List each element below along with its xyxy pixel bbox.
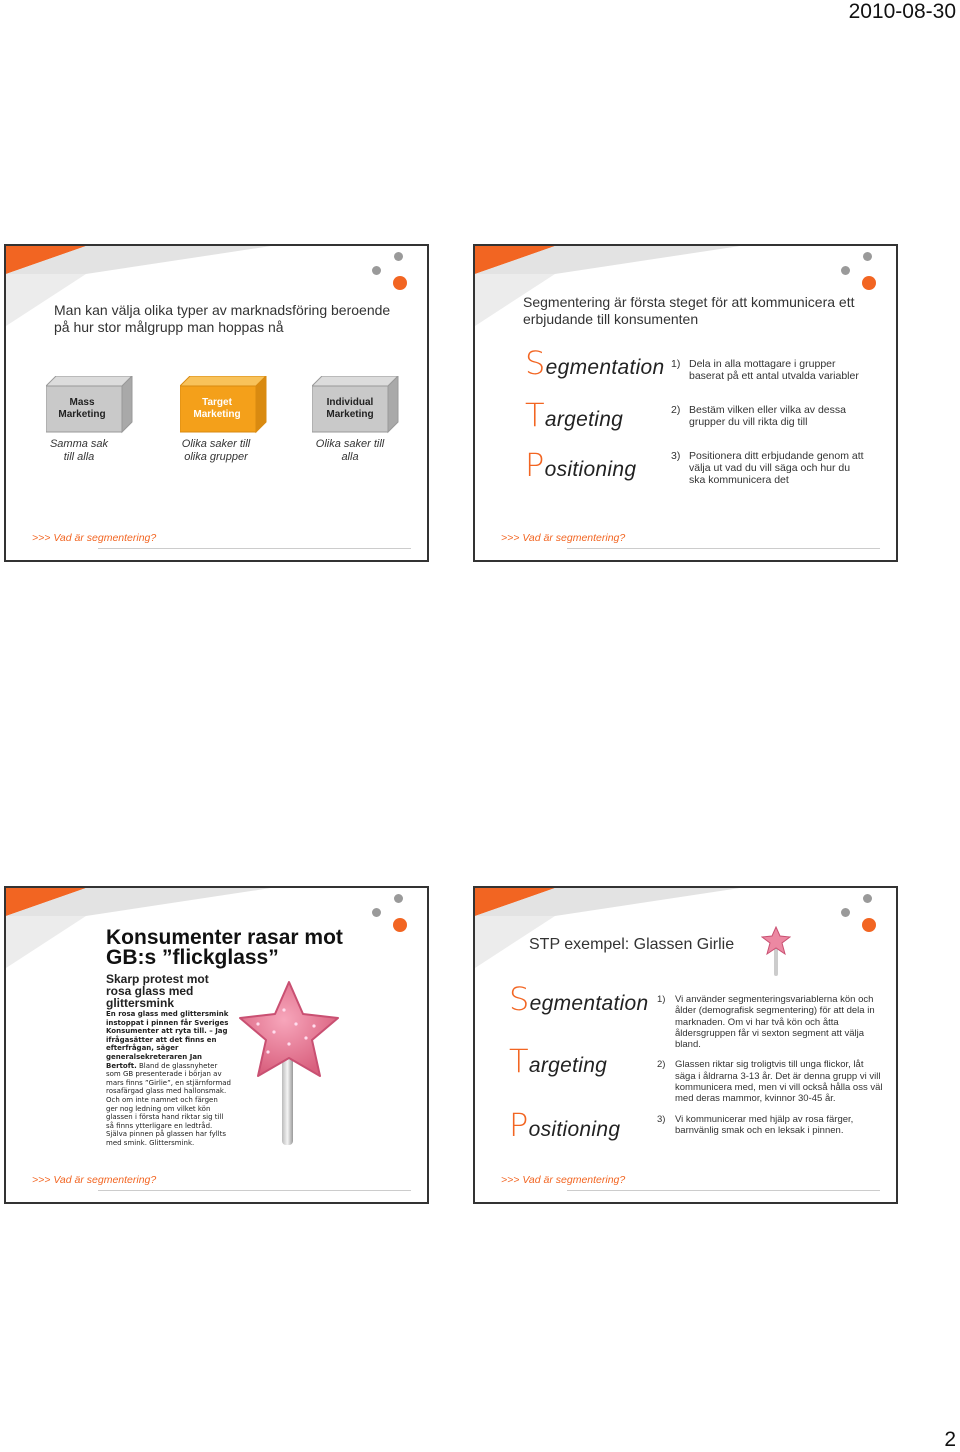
step-item: 2) Glassen riktar sig troligtvis till unga flickor, låt säga i åldrarna 3-13 år. Det är denna grupp vi vill kommunicera med, men vi vill också hålla oss väl med deras mammor, kvinnor 30-45 år.	[657, 1059, 883, 1105]
girlie-ice-cream-image	[234, 980, 344, 1150]
slide-title: Man kan välja olika typer av marknadsföring beroende på hur stor målgrupp man hoppas nå	[54, 302, 391, 335]
decor-dot	[841, 908, 850, 917]
footer-link[interactable]: >>> Vad är segmentering?	[501, 532, 626, 544]
cube-caption: Olika saker till alla	[315, 438, 385, 463]
stp-segmentation: Segmentation	[525, 344, 665, 382]
cube-label: Target Marketing	[193, 397, 241, 420]
stp-steps	[657, 994, 883, 1148]
decor-dot	[863, 252, 872, 261]
news-body	[106, 1010, 231, 1148]
slide-title: STP exempel: Glassen Girlie	[529, 936, 735, 953]
stp-steps	[671, 358, 867, 498]
footer-divider	[98, 548, 411, 549]
stp-positioning: Positioning	[525, 446, 637, 484]
decor-dot	[372, 266, 381, 275]
slide-2	[473, 244, 898, 562]
stp-targeting: Targeting	[525, 396, 624, 434]
stp-positioning: Positioning	[509, 1106, 621, 1144]
girlie-star-icon	[761, 926, 791, 978]
footer-divider	[567, 1190, 880, 1191]
footer-divider	[98, 1190, 411, 1191]
footer-link[interactable]: >>> Vad är segmentering?	[32, 1174, 157, 1186]
news-subhead: Skarp protest mot rosa glass med glittersmink	[106, 972, 209, 1010]
news-headline: Konsumenter rasar mot GB:s ”flickglass”	[106, 926, 343, 969]
page-number: 2	[944, 1428, 956, 1451]
news-lead: En rosa glass med glittersmink instoppat i pinnen får Sveriges Konsumenter att ryta till. – Jag ifrågasätter att det finns en efterfrågan, säger generalsekreteraren Jan Bertoft.	[106, 1010, 229, 1070]
decor-dot	[394, 894, 403, 903]
cube-caption: Olika saker till olika grupper	[181, 438, 251, 463]
decor-dot	[841, 266, 850, 275]
cube-label: Individual Marketing	[326, 397, 374, 420]
step-item: 1) Vi använder segmenteringsvariablerna kön och ålder (demografisk segmentering) för att dela in marknaden. Om vi har två kön och åtta åldersgruppen får vi sexton segment att välja bland.	[657, 994, 875, 1051]
slide-4	[473, 886, 898, 1204]
footer-link[interactable]: >>> Vad är segmentering?	[501, 1174, 626, 1186]
slide-title: Segmentering är första steget för att kommunicera ett erbjudande till konsumenten	[523, 294, 855, 327]
decor-dot	[394, 252, 403, 261]
decor-dot-accent	[393, 276, 407, 290]
page-date: 2010-08-30	[848, 0, 956, 23]
decor-dot	[863, 894, 872, 903]
decor-dot-accent	[393, 918, 407, 932]
footer-divider	[567, 548, 880, 549]
footer-link[interactable]: >>> Vad är segmentering?	[32, 532, 157, 544]
slide-3	[4, 886, 429, 1204]
news-paragraph: Bland de glassnyheter som GB presenterade i början av mars finns ”Girlie”, en stjärnformad rosafärgad glass med hallonsmak. Och om inte namnet och färgen ger nog ledning om vilket kön glassen i första hand riktar sig till så finns ytterligare en ledtråd. Själva pinnen på glassen har fyllts med smink. Glittersmink.	[106, 1061, 231, 1147]
decor-dot-accent	[862, 276, 876, 290]
decor-dot	[372, 908, 381, 917]
step-item: 2) Bestäm vilken eller vilka av dessa grupper du vill rikta dig till	[671, 404, 846, 428]
stp-targeting: Targeting	[509, 1042, 608, 1080]
step-item: 3) Vi kommunicerar med hjälp av rosa färger, barnvänlig smak och en leksak i pinnen.	[657, 1113, 854, 1136]
cube-caption: Samma sak till alla	[49, 438, 109, 463]
slide-1	[4, 244, 429, 562]
step-item: 3) Positionera ditt erbjudande genom att välja ut vad du vill säga och hur du ska kommunicera det	[671, 450, 864, 486]
cube-label: Mass Marketing	[58, 397, 106, 420]
stp-segmentation: Segmentation	[509, 980, 649, 1018]
step-item: 1) Dela in alla mottagare i grupper baserat på ett antal utvalda variabler	[671, 358, 859, 382]
decor-dot-accent	[862, 918, 876, 932]
